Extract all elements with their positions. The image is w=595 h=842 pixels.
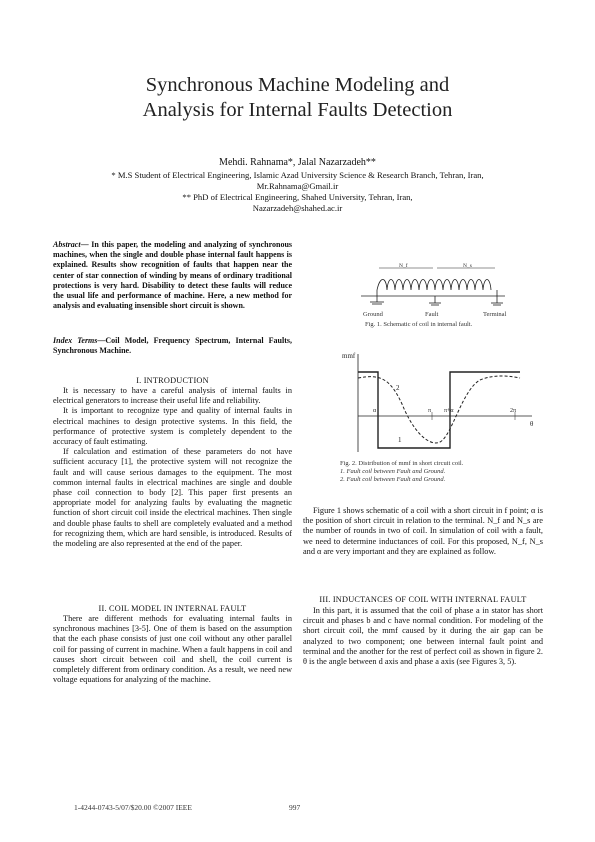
affiliation-1: [80, 170, 515, 191]
index-terms: [53, 336, 292, 357]
fig2-xlabel: θ: [530, 420, 534, 428]
section-2-paragraph-1: There are different methods for evaluating internal faults in synchronous machines [3-5]. One of them is based on the assumption that the each phase consists of just one coil without any other parallel coil for passing of current in machine. When a fault happens in coil and causes short circuit between coil and shell, the coil current is completely different from ordinary condition. As a result, we need new voltage equations for analyzing of the machine.: [53, 614, 292, 685]
footer-page-number: 997: [289, 803, 301, 812]
authors: Mehdi. Rahnama*, Jalal Nazarzadeh**: [219, 157, 376, 168]
curve-2-dashed: [358, 376, 520, 443]
abstract-text: — In this paper, the modeling and analyzing of synchronous machines, when the single and double phase internal fault happens is explained. Results show recognition of faults that happen near the center of star connection of winding by means of ordinary traditional protections is very hard. Disability to detect these faults will reduce the usual life and performance of machine. Here, a new method for analysis and evaluating insensible short circuit is shown.: [53, 240, 292, 311]
footer-copyright: 1-4244-0743-5/07/$20.00 ©2007 IEEE: [74, 803, 192, 812]
fig1-nf-label: N_f: [399, 263, 408, 269]
fig1-terminal-label: Terminal: [483, 311, 507, 318]
fig2-curve-2-label: 2: [396, 384, 400, 392]
fig1-fault-label: Fault: [425, 311, 439, 318]
figure-2-caption: [340, 460, 463, 484]
coil-winding: [377, 280, 491, 291]
fig2-tick-pi: π: [428, 408, 432, 414]
intro-paragraph-1: It is necessary to have a careful analysis of internal faults in electrical generators to increase their useful life and reliability.: [53, 386, 292, 406]
abstract-lead: Abstract: [53, 240, 81, 249]
affiliation-1-email: Mr.Rahnama@Gmail.ir: [256, 180, 339, 191]
fig1-ground-label: Ground: [363, 311, 383, 318]
index-terms-text: —Coil Model, Frequency Spectrum, Internal Faults, Synchronous Machine.: [53, 336, 293, 356]
affiliation-2-email: Nazarzadeh@shahed.ac.ir: [252, 202, 343, 213]
curve-1-square-wave: [358, 372, 520, 448]
fig2-tick-pi-alpha: π+α: [444, 408, 454, 414]
figure-2-caption-line-2: 1. Fault coil between Fault and Ground.: [340, 468, 446, 475]
title-line-2: Analysis for Internal Faults Detection: [142, 99, 453, 121]
fig2-ylabel: mmf: [342, 352, 356, 360]
section-3-heading: III. INDUCTANCES OF COIL WITH INTERNAL FAULT: [319, 595, 527, 604]
introduction-body: [53, 386, 292, 549]
intro-paragraph-2: It is important to recognize type and quality of internal faults in electrical machines to design protective systems. In this field, the performance of protective system is completely dependent to the accuracy of fault estimating.: [53, 406, 292, 447]
index-terms-lead: Index Terms: [53, 336, 98, 345]
figure-2-mmf-plot: [340, 350, 540, 460]
figure-2-caption-line-3: 2. Fault coil between Fault and Ground.: [340, 476, 446, 483]
section-2-body: [53, 614, 292, 685]
figure-2-caption-line-1: Fig. 2. Distribution of mmf in short circuit coil.: [340, 460, 464, 467]
affiliation-1-line-1: * M.S Student of Electrical Engineering, Islamic Azad University Science & Research Branch, Tehran, Iran,: [111, 170, 484, 180]
section-2-heading: II. COIL MODEL IN INTERNAL FAULT: [98, 604, 247, 613]
figure-1-coil-schematic: [355, 262, 520, 320]
section-3-paragraph-1: In this part, it is assumed that the coil of phase a in stator has short circuit and phases b and c have normal condition. For modeling of the short circuit coil, the mmf caused by it during the air gap can be analyzed to two component; one between internal fault point and terminal and the another for the rest of perfect coil as shown in figure 2. θ is the angle between d axis and phase a axis (see Figures 3, 5).: [303, 606, 543, 667]
figure-description-paragraph: Figure 1 shows schematic of a coil with a short circuit in f point; α is the position of short circuit in relation to the terminal. N_f and N_s are the number of rounds in two of coil. In simulation of coil with a fault, we need to determine inductances of coil. For this proposed, N_f, N_s and α are very important and they are explained as follow.: [303, 506, 543, 556]
fig2-tick-alpha: α: [373, 408, 377, 414]
intro-paragraph-3: If calculation and estimation of these parameters do not have sufficient accuracy [1], the protective system will not recognize the fault and will cause serious damages to the equipment. The most common internal faults in electrical machines are single and double phase coil connection to body [2]. This paper first presents an appropriate model for analyzing faults by evaluating the magnetic function of short circuit coil inside the electrical machines. Then single and double phase faults to shell are completely evaluated and a method for recognizing them, which are hard sensible, is introduced. Results of the modeling are also represented at the end of the paper.: [53, 447, 292, 549]
affiliation-2-line-1: ** PhD of Electrical Engineering, Shahed University, Tehran, Iran,: [182, 192, 413, 202]
figure-1-caption: Fig. 1. Schematic of coil in internal fault.: [365, 321, 473, 328]
fig2-curve-1-label: 1: [398, 436, 402, 444]
title-line-1: Synchronous Machine Modeling and: [145, 74, 450, 96]
fig2-tick-2pi: 2π: [510, 408, 517, 414]
section-1-heading: I. INTRODUCTION: [136, 376, 209, 385]
paper-title: [0, 73, 595, 123]
section-3-body: [303, 606, 543, 667]
figure-description-body: [303, 506, 543, 557]
affiliation-2: [80, 192, 515, 213]
abstract: [53, 240, 292, 311]
fig1-ns-label: N_s: [463, 263, 472, 269]
